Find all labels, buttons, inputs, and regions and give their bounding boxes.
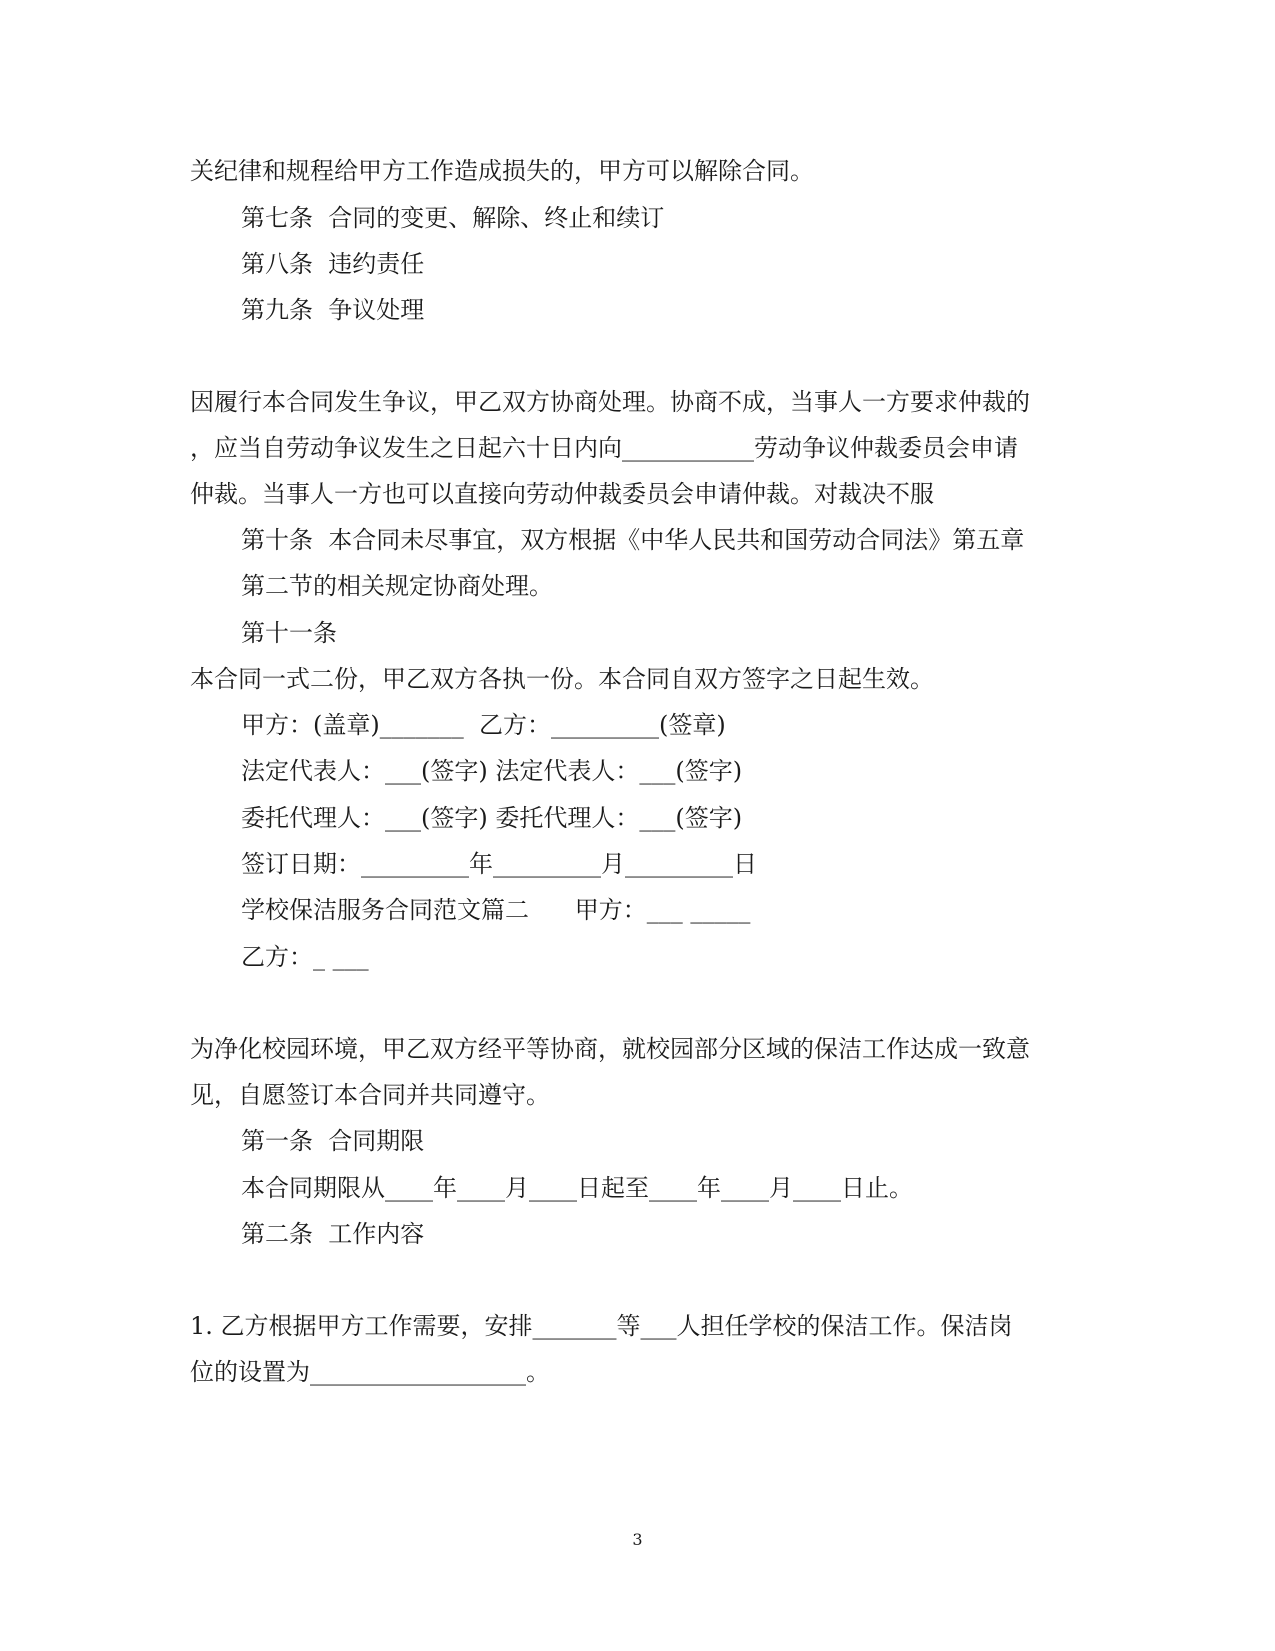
paragraph-line: 见，自愿签订本合同并共同遵守。 — [190, 1081, 550, 1109]
article-heading: 第一条 合同期限 — [241, 1127, 425, 1155]
signature-line-agent: 委托代理人：___(签字) 委托代理人：___(签字) — [241, 804, 743, 832]
article-heading: 第七条 合同的变更、解除、终止和续订 — [241, 204, 665, 232]
signature-line-parties: 甲方：(盖章)_______ 乙方：_________(签章) — [241, 711, 726, 739]
paragraph-line: 第二节的相关规定协商处理。 — [241, 572, 553, 600]
paragraph-line: 位的设置为__________________。 — [190, 1358, 550, 1386]
section-title: 学校保洁服务合同范文篇二 甲方：___ _____ — [241, 896, 751, 924]
article-heading: 第十一条 — [241, 619, 337, 647]
paragraph-line: 本合同一式二份，甲乙双方各执一份。本合同自双方签字之日起生效。 — [190, 665, 934, 693]
paragraph-line: 本合同期限从____年____月____日起至____年____月____日止。 — [241, 1174, 913, 1202]
article-heading: 第九条 争议处理 — [241, 296, 425, 324]
paragraph-line: 仲裁。当事人一方也可以直接向劳动仲裁委员会申请仲裁。对裁决不服 — [190, 480, 934, 508]
page-number: 3 — [632, 1530, 643, 1549]
article-heading: 第八条 违约责任 — [241, 250, 425, 278]
article-heading: 第二条 工作内容 — [241, 1220, 425, 1248]
paragraph-line: 因履行本合同发生争议，甲乙双方协商处理。协商不成，当事人一方要求仲裁的 — [190, 388, 1030, 416]
paragraph-line: ，应当自劳动争议发生之日起六十日内向___________劳动争议仲裁委员会申请 — [190, 434, 1018, 462]
party-b-line: 乙方：_ ___ — [241, 943, 369, 971]
paragraph-line: 为净化校园环境，甲乙双方经平等协商，就校园部分区域的保洁工作达成一致意 — [190, 1035, 1030, 1063]
signature-line-legal-rep: 法定代表人：___(签字) 法定代表人：___(签字) — [241, 757, 743, 785]
signature-line-date: 签订日期：_________年_________月_________日 — [241, 850, 757, 878]
paragraph-line: 关纪律和规程给甲方工作造成损失的，甲方可以解除合同。 — [190, 157, 814, 185]
paragraph-line: 1. 乙方根据甲方工作需要，安排_______等___人担任学校的保洁工作。保洁岗 — [190, 1312, 1013, 1340]
article-heading: 第十条 本合同未尽事宜，双方根据《中华人民共和国劳动合同法》第五章 — [241, 526, 1025, 554]
